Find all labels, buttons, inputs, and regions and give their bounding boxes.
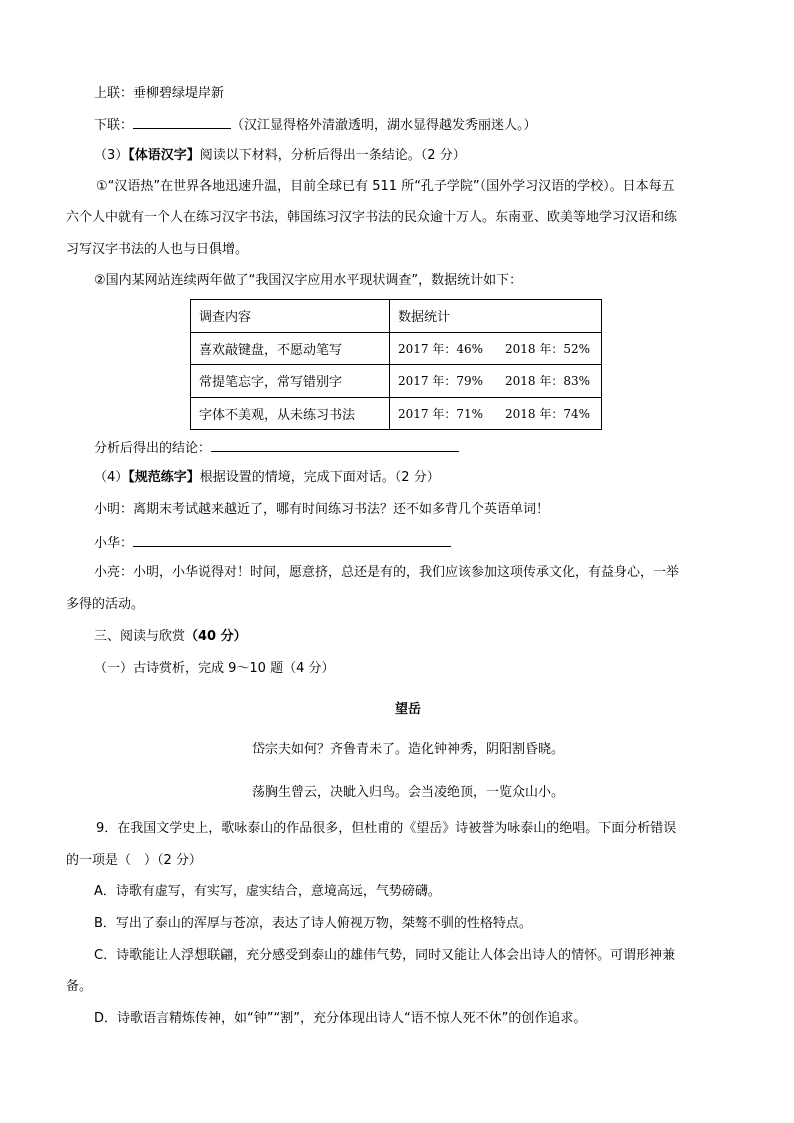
q3-material1-line3: 习写汉字书法的人也与日俱增。: [66, 242, 249, 257]
q3-prompt: 阅读以下材料，分析后得出一条结论。（2 分）: [199, 148, 466, 163]
stat-2017: 2017 年：79%: [398, 374, 484, 389]
q3-conclusion: [94, 437, 714, 459]
table-cell-item: 喜欢敲键盘，不愿动笔写: [191, 332, 390, 365]
conclusion-label: 分析后得出的结论：: [94, 441, 212, 456]
table-cell-stats: [390, 365, 602, 398]
couplet-answer-blank[interactable]: [133, 114, 231, 129]
couplet-upper: 上联：垂柳碧绿堤岸新: [94, 86, 225, 101]
table-row: [191, 332, 602, 365]
xiaohua-label: 小华：: [94, 536, 134, 551]
dialogue-xiaoliang-line2: 多得的活动。: [66, 597, 145, 612]
q3-material1-line2: 六个人中就有一个人在练习汉字书法，韩国练习汉字书法的民众逾十万人。东南亚、欧美等地学习汉语和练: [66, 210, 678, 225]
q9-option-c-line1[interactable]: C．诗歌能让人浮想联翩，充分感受到泰山的雄伟气势，同时又能让人体会出诗人的情怀。可谓形神兼: [94, 948, 676, 963]
subsection-heading: （一）古诗赏析，完成 9～10 题（4 分）: [94, 661, 335, 676]
q3-heading: [94, 146, 714, 166]
stat-2018: 2018 年：74%: [505, 406, 591, 421]
dialogue-xiaohua: [94, 532, 714, 554]
couplet-lower-hint: （汉江显得格外清澈透明，湖水显得越发秀丽迷人。）: [231, 118, 537, 133]
section-three-title: 三、阅读与欣赏: [94, 629, 186, 644]
couplet-lower-label: 下联：: [94, 118, 134, 133]
table-cell-stats: [390, 397, 602, 430]
table-header-cell: 调查内容: [191, 300, 390, 333]
stat-2017: 2017 年：46%: [398, 341, 484, 356]
q4-number: （4）: [94, 470, 129, 485]
q3-tag: 【体语汉字】: [128, 148, 200, 163]
q4-prompt: 根据设置的情境，完成下面对话。（2 分）: [199, 470, 440, 485]
section-three-heading: [94, 627, 714, 647]
q9-option-b[interactable]: B．写出了泰山的浑厚与苍凉，表达了诗人俯视万物，桀骜不驯的性格特点。: [94, 916, 532, 931]
table-row: [191, 397, 602, 430]
q3-material2: ②国内某网站连续两年做了“我国汉字应用水平现状调查”，数据统计如下：: [94, 273, 523, 288]
q4-heading: [94, 468, 714, 488]
table-cell-item: 字体不美观，从未练习书法: [191, 397, 390, 430]
conclusion-answer-blank[interactable]: [211, 437, 459, 452]
xiaohua-answer-blank[interactable]: [133, 532, 451, 547]
q4-tag: 【规范练字】: [128, 470, 200, 485]
q9-stem-line1: 9．在我国文学史上，歌咏泰山的作品很多，但杜甫的《望岳》诗被誉为咏泰山的绝唱。下面分析错误: [96, 821, 677, 836]
poem-title: 望岳: [394, 702, 421, 717]
q9-stem-line2: 的一项是（ ）（2 分）: [66, 853, 202, 868]
table-header-cell: 数据统计: [390, 300, 602, 333]
q9-option-a[interactable]: A．诗歌有虚写，有实写，虚实结合，意境高远，气势磅礴。: [94, 884, 441, 899]
stat-2018: 2018 年：83%: [505, 374, 591, 389]
poem-line-1: 岱宗夫如何？齐鲁青未了。造化钟神秀，阴阳割昏晓。: [251, 742, 564, 757]
table-cell-stats: [390, 332, 602, 365]
section-three-score: （40 分）: [185, 629, 247, 644]
table-header-row: [191, 300, 602, 333]
q9-option-c-line2[interactable]: 备。: [66, 979, 93, 994]
stat-2018: 2018 年：52%: [505, 341, 591, 356]
stat-2017: 2017 年：71%: [398, 406, 484, 421]
q9-option-d[interactable]: D．诗歌语言精炼传神，如“钟”“割”，充分体现出诗人“语不惊人死不休”的创作追求。: [94, 1011, 587, 1026]
couplet-lower: [94, 114, 714, 136]
survey-table: [190, 299, 602, 430]
dialogue-xiaoming: 小明：离期末考试越来越近了，哪有时间练习书法？还不如多背几个英语单词！: [94, 502, 550, 517]
table-row: [191, 365, 602, 398]
q3-material1-line1: ①“汉语热”在世界各地迅速升温，目前全球已有 511 所“孔子学院”（国外学习汉语的学校）。日本每五: [96, 179, 675, 194]
poem-line-2: 荡胸生曾云，决眦入归鸟。会当凌绝顶，一览众山小。: [251, 785, 564, 800]
q3-number: （3）: [94, 148, 129, 163]
dialogue-xiaoliang-line1: 小亮：小明，小华说得对！时间，愿意挤，总还是有的，我们应该参加这项传承文化，有益身心，一举: [94, 565, 680, 580]
table-cell-item: 常提笔忘字，常写错别字: [191, 365, 390, 398]
